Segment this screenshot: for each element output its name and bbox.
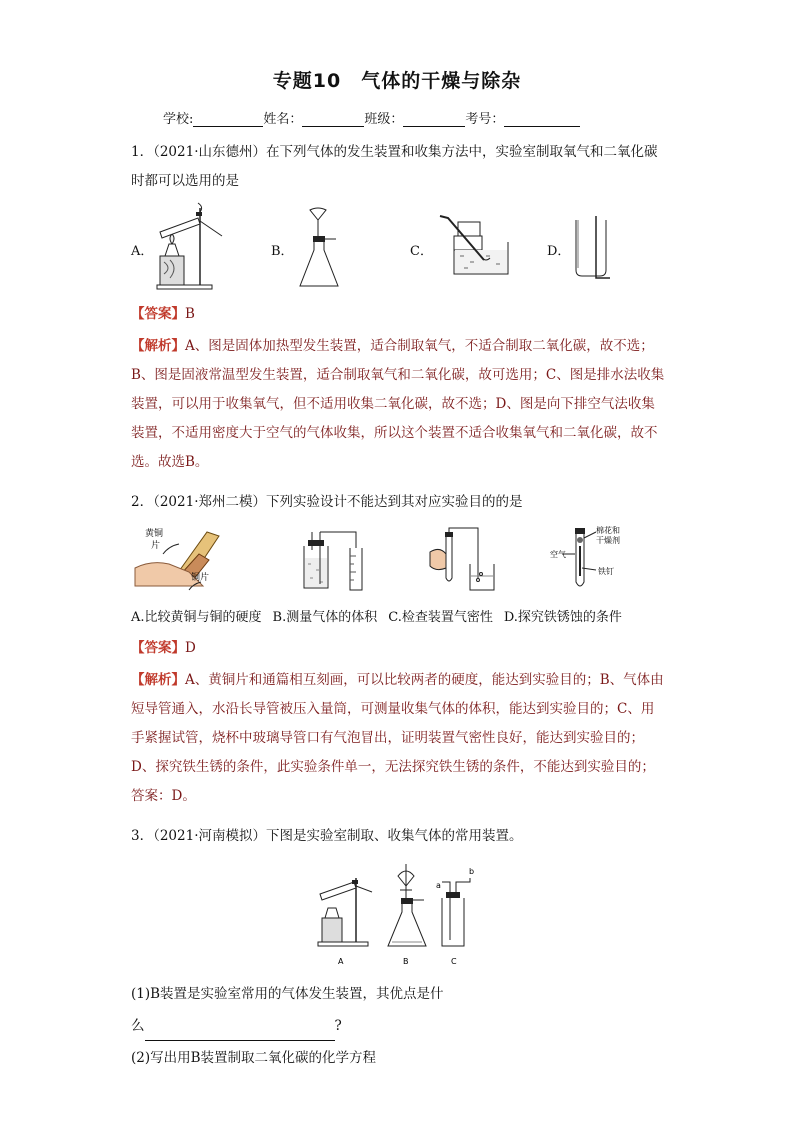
q1-answer-value: B [185,306,195,322]
exam-blank[interactable] [504,112,580,127]
q3-sub1-suffix: ? [334,1018,342,1034]
q2-analysis-text: A、黄铜片和通篇相互刻画，可以比较两者的硬度，能达到实验目的；B、气体由短导管通入，水沿长导管被压入量筒，可测量收集气体的体积，能达到实验目的；C、用手紧握试管，烧杯中玻璃导管口有气泡冒出，证明装置气密性良好，能达到实验目的；D、探究铁生锈的条件，此实验条件单一，无法探究铁生锈的条件，不能达到实验目的；答案：D。 [131,672,664,804]
q2-analysis [131,666,666,811]
q2-answer-label: 【答案】 [131,640,185,656]
q1-option-c-label: C． [410,244,433,259]
q3-stem: 3．（2021·河南模拟）下图是实验室制取、收集气体的常用装置。 [131,828,523,844]
q3-figure-apparatus-abc [314,862,484,970]
copper-label: 铜片 [191,573,210,583]
q1-answer [131,300,666,329]
class-blank[interactable] [403,112,465,127]
q3-label-tube-a: a [436,881,441,890]
q3-label-c: C [451,957,457,966]
q1-figure-c-water-collection [436,212,512,278]
q2-caption-b: B.测量气体的体积 [272,610,378,625]
q2-analysis-label: 【解析】 [131,672,185,688]
q3-sub1-line1: (1)B装置是实验室常用的气体发生装置，其优点是什 [131,986,444,1002]
q2-figure-b-gas-volume [300,528,380,592]
q3-label-a: A [338,957,344,966]
q2-captions [131,606,633,625]
q1-option-d-label: D． [547,244,571,259]
q1-analysis-text: A、图是固体加热型发生装置，适合制取氧气，不适合制取二氧化碳，故不选；B、图是固液常温型发生装置，适合制取氧气和二氧化碳，故可选用；C、图是排水法收集装置，可以用于收集氧气，但不适用收集二氧化碳，故不选；D、图是向下排空气法收集装置，不适用密度大于空气的气体收集，所以这个装置不适合收集氧气和二氧化碳，故不选。故选B。 [131,338,665,470]
q3-sub1-prefix: 么 [131,1018,145,1034]
q2-figure-c-airtight-check [428,528,508,592]
q1-figure-a-heating-apparatus [152,198,232,293]
q2-figure-d-iron-rust [548,524,638,592]
q2-caption-c: C.检查装置气密性 [388,610,493,625]
cotton-label-a: 棉花和 [596,526,620,535]
q1-analysis-label: 【解析】 [131,338,185,354]
nail-label: 铁钉 [598,567,614,576]
q2-answer [131,634,666,663]
name-label: 姓名： [263,112,303,127]
q3-sub1-answer-blank[interactable] [145,1026,335,1041]
q3-label-tube-b: b [469,867,475,876]
q1-option-b-label: B． [271,244,294,259]
q2-caption-d: D.探究铁锈蚀的条件 [503,610,622,625]
q3-sub2: (2)写出用B装置制取二氧化碳的化学方程 [131,1050,377,1066]
q3-sub1-line2 [131,1012,666,1041]
page-title: 专题10 气体的干燥与除杂 [272,70,522,92]
q2-answer-value: D [185,640,196,656]
exam-label: 考号： [465,112,505,127]
q3-label-b: B [403,957,409,966]
q2-stem: 2．（2021·郑州二模）下列实验设计不能达到其对应实验目的的是 [131,494,523,510]
q1-answer-label: 【答案】 [131,306,185,322]
school-label: 学校: [163,112,194,127]
student-info-line [163,108,580,127]
q1-stem: 1．（2021·山东德州）在下列气体的发生装置和收集方法中，实验室制取氧气和二氧化碳时都可以选用的是 [131,144,658,189]
cotton-label-b: 干燥剂 [596,536,620,545]
q1-option-a-label: A． [131,244,154,259]
q1-figure-b-flask-apparatus [296,206,356,292]
class-label: 班级： [364,112,404,127]
school-blank[interactable] [193,112,263,127]
air-label: 空气 [550,550,566,559]
q1-analysis [131,332,666,477]
q1-figure-d-downward-air-collection [572,212,612,282]
brass-label-a: 黄铜 [145,529,164,539]
brass-label-b: 片 [151,541,161,551]
q2-figure-a-brass-copper-scratch [133,524,225,590]
q2-caption-a: A.比较黄铜与铜的硬度 [131,610,262,625]
name-blank[interactable] [302,112,364,127]
